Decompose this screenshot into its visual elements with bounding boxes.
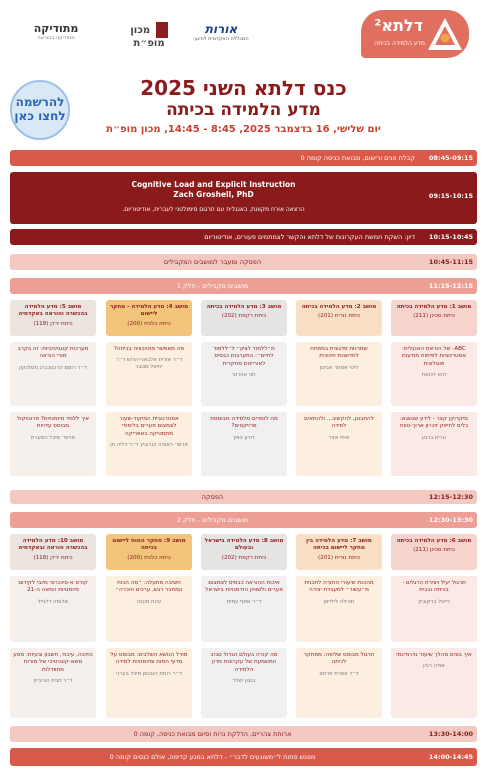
sessions-part-2 <box>10 534 477 724</box>
list-item[interactable]: איכות ההוראה כבסיס לצמצום פערים ולשוויון הזדמנויות בישראל ד״ר אסף עמית <box>201 576 287 642</box>
sessions-part-1 <box>10 300 477 482</box>
break2-time: 12:15-12:30 <box>428 493 473 501</box>
list-item[interactable]: קורס א-סינכרוני מיובי לקידום מיומנויות המאה ה-21 שלומה דלגייל <box>10 576 96 642</box>
list-item[interactable]: שמרנות פדגוגית במפתח לחדשנות חינוכית לינוי אסתר אביטן <box>296 342 382 406</box>
session-10-header[interactable]: מושב 10: מדע הלמידה בהכשרה הוראה ובאקדמיה כיתת ירדן (118) <box>10 534 96 570</box>
delta-triangle-icon <box>425 14 465 54</box>
session-1-header[interactable]: מושב 1: מדע הלמידה בכיתה כיתת סכינן (211) <box>391 300 477 336</box>
session-7-header[interactable]: מושב 7: מדע הלמידה בין מחקר ליישום בכיתה כיתת נורית (201) <box>296 534 382 570</box>
registration-button[interactable]: להרשמה לחצו כאן <box>10 80 70 140</box>
mofet-logo-name: מכון מופ״ת <box>130 25 165 49</box>
session-9-header[interactable]: מושב 9: מחקר המוח ליישום בכיתה כיתת כלנית (200) <box>106 534 192 570</box>
list-item[interactable]: מהכנת שיעורי החזרה לתכנית מ״עשור״ למעבדת יצירה תהילה לילייאן <box>296 576 382 642</box>
list-item[interactable]: כתיבה, עיבוד, חשבון ובעיות: מסע משא-קוגניטיבי של מורות מתוודלות ד״ר חגית הורבייץ <box>10 648 96 718</box>
list-item[interactable]: חשיבה מתעלה: ״מה הכוח המחבר רגש, ערכים והכרה״ עינת מענה <box>106 576 192 642</box>
orot-logo-name: אורות <box>204 22 238 36</box>
session-2-header[interactable]: מושב 2: מדע הלמידה בכיתה כיתת נורית (201) <box>296 300 382 336</box>
list-item[interactable]: איך בונים מהלך שיעור נוירודינמי אודה רבין <box>391 648 477 718</box>
list-item[interactable]: איך ללמד מיומנויות? פרוטוקול מבוסס עדויות פרופ׳ מיכל הסערת <box>10 412 96 476</box>
schedule-reception <box>10 150 477 166</box>
conference-subtitle: מדע הלמידה בכיתה <box>166 100 321 120</box>
session-8-header[interactable]: מושב 8: מדע הלמידה בישראל ובעולם כיתת רקפת (202) <box>201 534 287 570</box>
closing-time: 14:00-14:45 <box>428 753 473 761</box>
lunch-text: ארוחת צהריים, הדלקת נרות וסיום מבואת כניסה, קומה 0 <box>133 730 292 738</box>
session-5-header[interactable]: מושב 5: מדע הלמידה בהכשרה והוראה באקדמיה כיתת ירדן (118) <box>10 300 96 336</box>
list-item[interactable]: מערכות קוגניטיביות: זה בקרב מורי הוראה ד״ר רומם טרכטנברג מסלנקון <box>10 342 96 406</box>
metodika-logo-subtitle: מתודיקה בהוראה <box>37 35 75 41</box>
break1-time: 10:45-11:15 <box>428 258 473 266</box>
list-item[interactable]: אסטרטגיית המיקוד-שעור לצמצום פערים בלימודי מתמטיקה באפריקה פרופ׳ ראוניה הורוביץ ד״ר דליה חן <box>106 412 192 476</box>
orot-logo[interactable] <box>186 22 256 48</box>
conference-date-location: יום שלישי, 16 בדצמבר 2025, 8:45 - 14:45, מכון מופ״ת <box>106 124 381 135</box>
session-3-header[interactable]: מושב 3: מדע הלמידה בכיתה כיתת רקפת (202) <box>201 300 287 336</box>
schedule-keynote <box>10 172 477 224</box>
launch-text: דיון: השקת חמשת העקרונות של דלתא והקשר לצמתמים פעורים, אודיטוריום <box>204 233 415 241</box>
mofet-logo[interactable] <box>118 22 180 48</box>
break2-text: הפסקה <box>201 493 224 501</box>
list-item[interactable]: להתבונן, להקשיב... ולהתאים למידה איתי אזור <box>296 412 382 476</box>
keynote-title: Cognitive Load and Explicit Instruction <box>131 180 296 189</box>
conference-title: כנס דלתא השני 2025 <box>140 76 347 100</box>
list-item[interactable]: ABC- של הוראת האנגלית: אסטרטגיות לפיתוח מודעות פונולוגית זהא דכואח <box>391 342 477 406</box>
schedule-parallel-1 <box>10 278 477 294</box>
keynote-speaker: Zach Groshell, PhD <box>173 190 254 200</box>
reception-text: קבלת פנים ורישום, מבואת כניסה קומה 0 <box>300 154 415 162</box>
schedule-break-2 <box>10 490 477 504</box>
metodika-logo[interactable] <box>20 22 92 48</box>
keynote-time: 09:15-10:15 <box>428 192 473 200</box>
schedule-break-1 <box>10 254 477 270</box>
delta-logo-name: דלתא² <box>374 16 423 35</box>
parallel2-text: מושבים מקבילים - חלק 2 <box>176 516 249 524</box>
list-item[interactable]: מיקרוקן קצר - לידע שגשגא: כלים לחיזוק זיכרון ארוך-טווח נורית ברגע <box>391 412 477 476</box>
launch-time: 10:15-10:45 <box>428 233 473 241</box>
list-item[interactable]: מה לומדים מלמידה מבוססת פרויקטים? דורון הפץ <box>201 412 287 476</box>
break1-text: הפסקה ומעבר למושבים המקבילים <box>163 258 262 266</box>
session-4-header[interactable]: מושב 4: מדע הלמידה - מחקר ליישום כיתת כלנית (200) <box>106 300 192 336</box>
list-item[interactable]: מודל הנושא השלבים: מבוסס על מדעי המוח ומיומנויות למידה ד״ר רומת הובנסן מיכל בערני <box>106 648 192 718</box>
parallel2-time: 12:30-13:30 <box>428 516 473 524</box>
session-6-header[interactable]: מושב 6: מדע הלמידה בכיתה כיתת סכינן (211) <box>391 534 477 570</box>
parallel1-text: מושבים מקבילים - חלק 1 <box>176 282 249 290</box>
schedule-parallel-2 <box>10 512 477 528</box>
list-item[interactable]: מה קורה בעולם הגדול סביב המשמעת של עקרונות מדע הלמידה בוצון ישלר <box>201 648 287 718</box>
schedule-lunch <box>10 726 477 742</box>
keynote-description: הרצאה אורח מקוונת, באנגלית עם תרגום סימולטני לעברית, אודיטוריום. <box>122 206 305 213</box>
list-item[interactable]: מ״ללמוד לציון״ ל״ללמוד לחיים״: התערבות כבסיס לאוריינות מחקרית חגי אהרוני <box>201 342 287 406</box>
closing-text: מפגש פתוח ל״משוגעים לדבר״ - דלתא במגע קדימה, אולם כנסים קומה 0 <box>109 753 316 761</box>
header <box>0 0 487 150</box>
lunch-time: 13:30-14:00 <box>428 730 473 738</box>
reception-time: 08:45-09:15 <box>428 154 473 162</box>
list-item[interactable]: תרגול יעיל ויצירת הרגלים - בכיתה ובבית רייטל ברקוביץ <box>391 576 477 642</box>
delta-logo-subtitle: מדע הלמידה בכיתה <box>374 40 425 47</box>
list-item[interactable]: מה מאפשר מוטיבציה בכיתה? ד״ר אורית אלבאני-הרוש ד״ר יחיאל מנובר <box>106 342 192 406</box>
list-item[interactable]: תרגול מבוסס שליפה: ממחקר לכיתה ד״ר אפרת פרחס <box>296 648 382 718</box>
schedule-launch <box>10 229 477 245</box>
mofet-logo-mark-icon <box>156 22 168 38</box>
orot-logo-subtitle: המכללה האקדמית לחינוך <box>193 36 249 42</box>
schedule-closing <box>10 748 477 766</box>
parallel1-time: 11:15-12:15 <box>428 282 473 290</box>
delta-logo[interactable] <box>361 10 469 58</box>
metodika-logo-name: מתודיקה <box>33 22 79 35</box>
